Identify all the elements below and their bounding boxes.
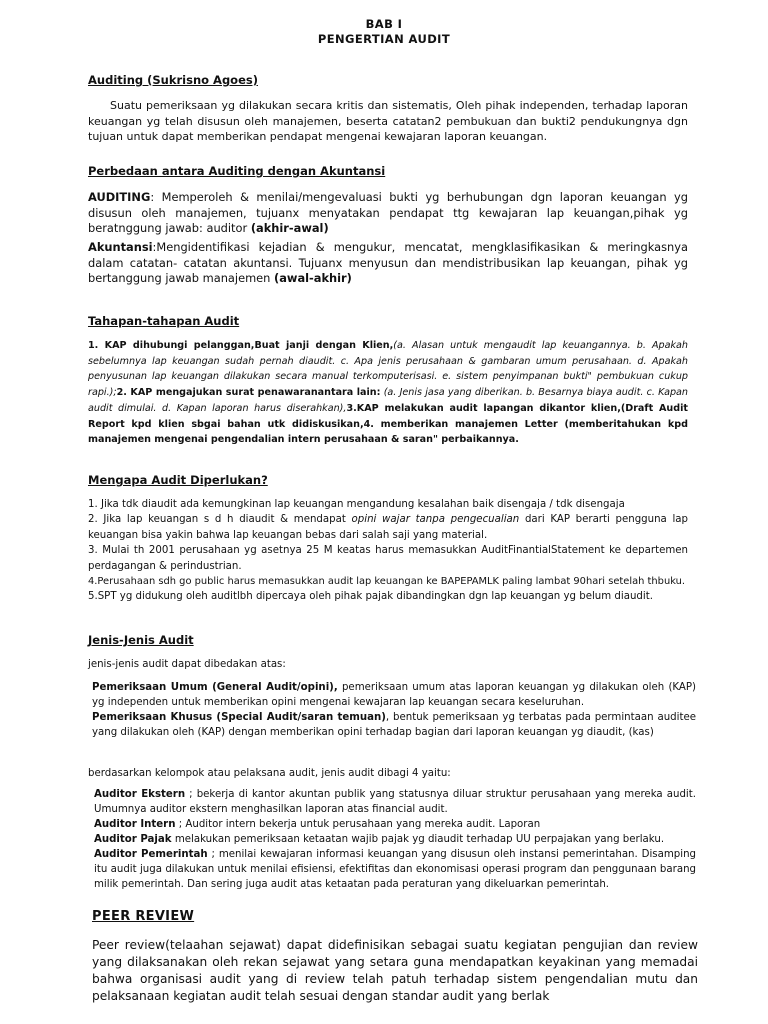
auditing-label: AUDITING [88,190,151,204]
jenis-intro: jenis-jenis audit dapat dibedakan atas: [88,659,286,670]
auditor-ekstern: Auditor Ekstern ; bekerja di kantor akuntan publik yang statusnya diluar struktur perusahaan yang mereka audit. Umumnya auditor ekstern menghasilkan laporan atas financial audit. [94,789,696,815]
auditor-pajak: Auditor Pajak melakukan pemeriksaan ketaatan wajib pajak yg diaudit terhadap UU perpajakan yang berlaku. [94,834,665,845]
auditing-text: : Memperoleh & menilai/mengevaluasi bukti yg berhubungan dgn laporan keuangan yg disusun oleh manajemen, tujuanx menyatakan pendapat ttg kewajaran lap keuangan,pihak yg beratnggung jawab: auditor [88,190,688,235]
peer-review-heading: PEER REVIEW [92,909,195,924]
step-2-label: 2. KAP mengajukan surat penawaranantara lain: [116,387,381,399]
perbedaan-heading: Perbedaan antara Auditing dengan Akuntansi [88,164,386,178]
akuntansi-paragraph [88,240,688,287]
mengapa-heading: Mengapa Audit Diperlukan? [88,473,268,487]
auditor-pemerintah: Auditor Pemerintah ; menilai kewajaran informasi keuangan yang disusun oleh instansi pemerintahan. Disamping itu audit juga dilakukan untuk menilai efisiensi, efektifitas dan ekonomisasi operasi program dan penggunaan barang milik pemerintah. Dan sering juga audit atas ketaatan pada peraturan yang dikeluarkan pemerintah. [94,849,696,890]
list-item: 1. Jika tdk diaudit ada kemungkinan lap keuangan mengandung kesalahan baik disengaja / tdk disengaja [88,499,625,510]
auditing-heading: Auditing (Sukrisno Agoes) [88,73,258,87]
step-1-label: 1. KAP dihubungi pelanggan,Buat janji dengan Klien, [88,340,394,351]
page-title: PENGERTIAN AUDIT [317,32,451,46]
list-item: 2. Jika lap keuangan s d h diaudit & mendapat opini wajar tanpa pengecualian dari KAP berarti pengguna lap keuangan bisa yakin bahwa lap keuangan bebas dari salah saji yang material. [88,514,689,541]
auditing-definition: Suatu pemeriksaan yg dilakukan secara kritis dan sistematis, Oleh pihak independen, terhadap laporan keuangan yg telah disusun oleh manajemen, beserta catatan2 pembukuan dan bukti2 pendukungnya dgn tujuan untuk dapat memberikan pendapat mengenai kewajaran laporan keuangan. [88,99,688,143]
list-item: 3. Mulai th 2001 perusahaan yg asetnya 25 M keatas harus memasukkan AuditFinantialStatement ke departemen perdagangan & perindustrian. [88,545,688,572]
akuntansi-text: :Mengidentifikasi kejadian & mengukur, mencatat, mengklasifikasikan & meringkasnya dalam catatan- catatan akuntansi. Tujuanx menyusun dan mendistribusikan lap keuangan, pihak yg bertanggung jawab manajemen [88,240,688,285]
tahapan-heading: Tahapan-tahapan Audit [88,314,240,328]
kelompok-intro: berdasarkan kelompok atau pelaksana audit, jenis audit dibagi 4 yaitu: [88,768,451,779]
peer-review-body: Peer review(telaahan sejawat) dapat didefinisikan sebagai suatu kegiatan pengujian dan review yang dilaksanakan oleh rekan sejawat yang setara guna mendapatkan keyakinan yang memadai bahwa organisasi audit yang di review telah patuh terhadap sistem pengendalian mutu dan pelaksanaan kegiatan audit telah sesuai dengan standar audit yang berlak [92,938,698,1003]
step-1-detail: (a. Alasan untuk mengaudit lap keuangannya. b. Apakah sebelumnya lap keuangan sudah pernah diaudit. c. Apa jenis perusahaan & gambaran umum perusahaan. d. Apakah penyusunan lap keuangan dilakukan secara manual terkomputerisasi. e. sistem penyimpanan bukti" pembukuan cukup rapi.); [88,340,688,399]
list-item: 5.SPT yg didukung oleh auditlbh dipercaya oleh pihak pajak dibandingkan dgn lap keuangan yg belum diaudit. [88,591,653,603]
step-3-4-text: 3.KAP melakukan audit lapangan dikantor klien,(Draft Audit Report kpd klien sbgai bahan utk didiskusikan,4. memberikan manajemen Letter (memberitahukan kpd manajemen mengenai pengendalian intern perusahaan & saran" perbaikannya. [88,402,688,446]
pemeriksaan-umum: Pemeriksaan Umum (General Audit/opini), pemeriksaan umum atas laporan keuangan yg dilakukan oleh (KAP) yg independen untuk memberikan opini mengenai kewajaran lap keuangan secara keseluruhan. [92,682,697,708]
mengapa-list [88,497,688,605]
pemeriksaan-khusus: Pemeriksaan Khusus (Special Audit/saran temuan), bentuk pemeriksaan yg terbatas pada permintaan auditee yang dilakukan oleh (KAP) dengan memberikan opini terhadap bagian dari laporan keuangan yg diaudit, (kas) [92,712,696,738]
auditor-intern: Auditor Intern ; Auditor intern bekerja untuk perusahaan yang mereka audit. Laporan [94,819,541,830]
list-item: 4.Perusahaan sdh go public harus memasukkan audit lap keuangan ke BAPEPAMLK paling lambat 90hari setelah thbuku. [88,576,686,588]
jenis-heading: Jenis-Jenis Audit [88,633,194,647]
auditing-paragraph [88,190,688,237]
akuntansi-label: Akuntansi [88,240,153,254]
step-2-detail: (a. Jenis jasa yang diberikan. b. Besarnya biaya audit. c. Kapan audit dimulai. d. Kapan laporan harus diserahkan), [88,387,688,414]
auditor-list [94,787,696,892]
akuntansi-tag: (awal-akhir) [274,271,352,285]
auditing-tag: (akhir-awal) [250,221,329,235]
tahapan-paragraph [88,338,688,448]
chapter-label: BAB I [365,17,403,31]
